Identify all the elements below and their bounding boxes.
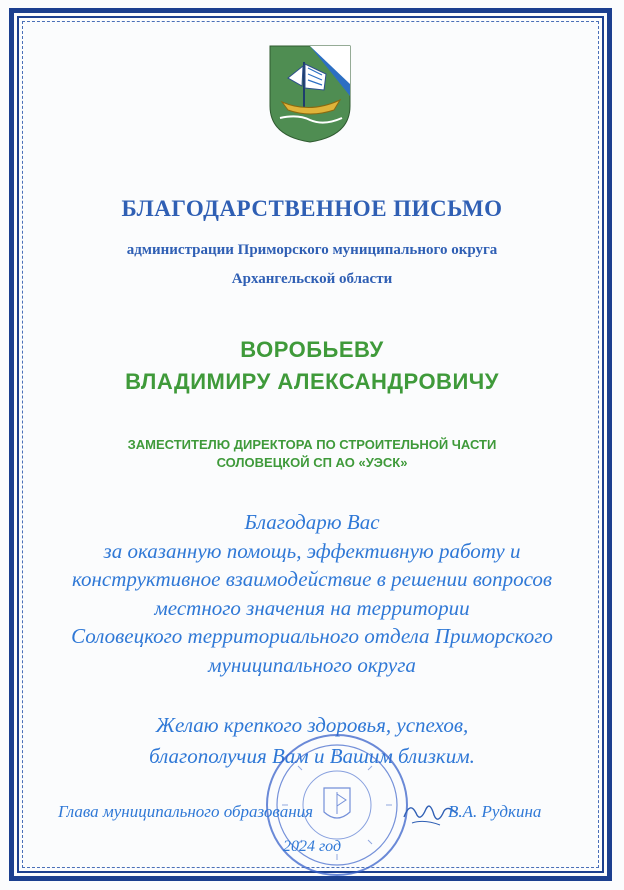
body-line-4: местного значения на территории xyxy=(154,596,470,620)
body-line-3: конструктивное взаимодействие в решении вопросов xyxy=(71,567,553,591)
document-title: БЛАГОДАРСТВЕННОЕ ПИСЬМО xyxy=(121,196,503,221)
recipient-given-names: ВЛАДИМИРУ АЛЕКСАНДРОВИЧУ xyxy=(125,369,499,394)
wishes-line-1: Желаю крепкого здоровья, успехов, xyxy=(155,713,469,737)
recipient-position-line-2: СОЛОВЕЦКОЙ СП АО «УЭСК» xyxy=(216,455,408,470)
recipient-position-line-1: ЗАМЕСТИТЕЛЮ ДИРЕКТОРА ПО СТРОИТЕЛЬНОЙ ЧАСТИ xyxy=(127,437,497,452)
body-line-5: Соловецкого территориального отдела Приморского xyxy=(71,624,553,648)
signer-name: В.А. Рудкина xyxy=(448,802,542,821)
body-line-2: за оказанную помощь, эффективную работу и xyxy=(103,539,521,563)
wishes-line-2: благополучия Вам и Вашим близким. xyxy=(149,744,475,768)
signature-title: Глава муниципального образования xyxy=(58,802,314,821)
body-line-1: Благодарю Вас xyxy=(244,510,380,534)
document-year: 2024 год xyxy=(282,838,342,855)
coat-of-arms-icon xyxy=(268,44,352,144)
issuer-line-1: администрации Приморского муниципального округа xyxy=(126,242,498,258)
body-line-6: муниципального округа xyxy=(208,653,416,677)
issuer-line-2: Архангельской области xyxy=(231,271,393,287)
recipient-surname: ВОРОБЬЕВУ xyxy=(240,337,384,362)
